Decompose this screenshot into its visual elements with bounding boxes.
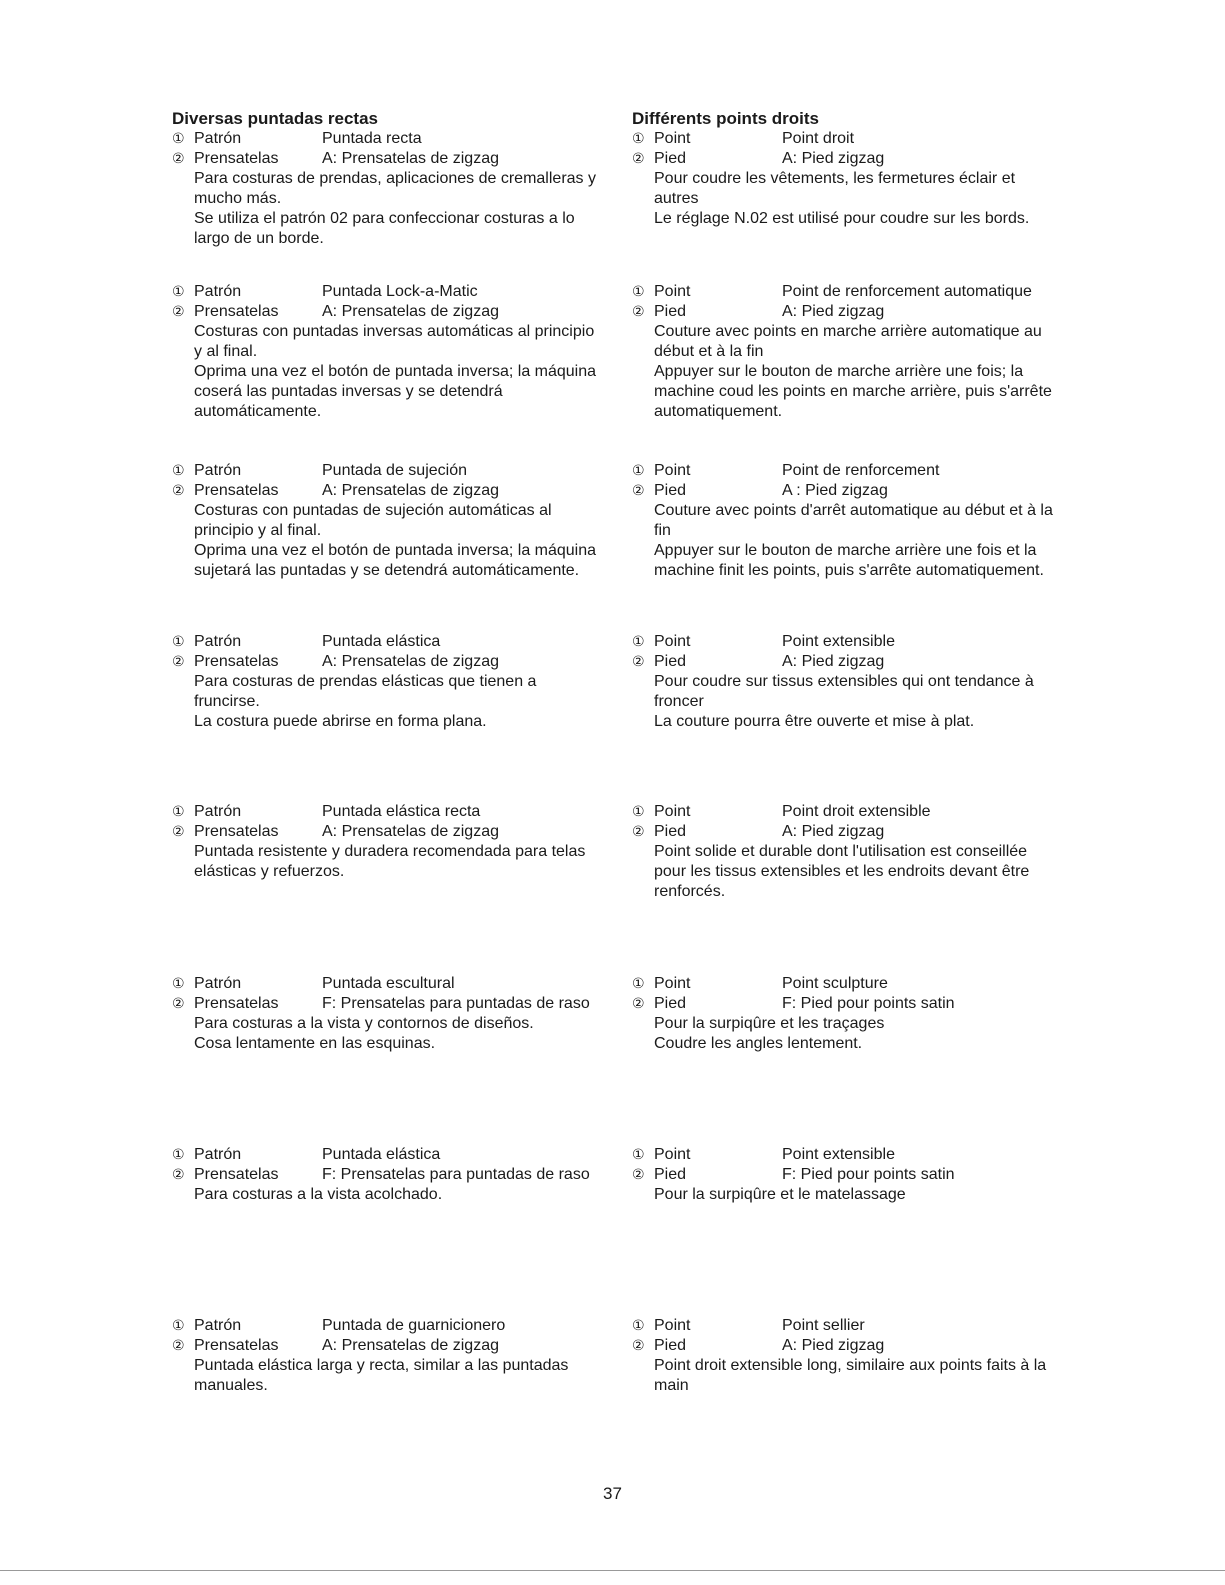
description-line: automáticamente. <box>194 403 322 420</box>
stitch-description <box>172 501 612 581</box>
stitch-entry <box>172 282 612 422</box>
stitch-entry <box>632 1145 1072 1205</box>
presser-foot-row <box>632 994 1072 1014</box>
presser-foot-row <box>172 1165 612 1185</box>
stitch-description <box>172 1185 612 1205</box>
item-label: Patrón <box>194 283 242 300</box>
item-label: Prensatelas <box>194 1337 279 1354</box>
item-number: ② <box>632 654 645 670</box>
description-line: Costuras con puntadas de sujeción automáticas al <box>194 502 552 519</box>
description-line: Para costuras a la vista acolchado. <box>194 1186 443 1203</box>
presser-foot-row <box>172 1336 612 1356</box>
item-value: A: Prensatelas de zigzag <box>322 823 499 840</box>
item-label: Point <box>654 1146 691 1163</box>
stitch-entry <box>172 1316 612 1396</box>
pattern-row <box>632 1316 1072 1336</box>
item-label: Prensatelas <box>194 482 279 499</box>
item-value: A: Prensatelas de zigzag <box>322 303 499 320</box>
item-value: A: Prensatelas de zigzag <box>322 482 499 499</box>
description-line: Se utiliza el patrón 02 para confeccionar costuras a lo <box>194 210 575 227</box>
item-value: Point droit extensible <box>782 803 931 820</box>
item-value: Puntada escultural <box>322 975 455 992</box>
item-label: Prensatelas <box>194 653 279 670</box>
presser-foot-row <box>172 481 612 501</box>
item-value: Puntada Lock-a-Matic <box>322 283 478 300</box>
stitch-description <box>172 842 612 882</box>
pattern-row <box>172 1316 612 1336</box>
description-line: mucho más. <box>194 190 282 207</box>
stitch-entry <box>632 632 1072 732</box>
item-label: Patrón <box>194 1317 242 1334</box>
description-line: froncer <box>654 693 704 710</box>
description-line: Costuras con puntadas inversas automáticas al principio <box>194 323 595 340</box>
presser-foot-row <box>632 822 1072 842</box>
stitch-entry <box>172 632 612 732</box>
item-value: Point extensible <box>782 633 895 650</box>
section-heading: Différents points droits <box>632 109 820 128</box>
item-value: A : Pied zigzag <box>782 482 888 499</box>
description-line: Para costuras de prendas elásticas que tienen a <box>194 673 537 690</box>
description-line: y al final. <box>194 343 258 360</box>
description-line: Le réglage N.02 est utilisé pour coudre sur les bords. <box>654 210 1030 227</box>
item-number: ① <box>632 131 645 147</box>
description-line: Puntada resistente y duradera recomendada para telas <box>194 843 586 860</box>
item-number: ② <box>632 996 645 1012</box>
description-line: autres <box>654 190 699 207</box>
item-number: ② <box>172 824 185 840</box>
item-value: F: Pied pour points satin <box>782 995 955 1012</box>
description-line: début et à la fin <box>654 343 764 360</box>
description-line: Para costuras a la vista y contornos de diseños. <box>194 1015 534 1032</box>
item-label: Pied <box>654 1166 687 1183</box>
item-label: Point <box>654 803 691 820</box>
description-line: Pour la surpiqûre et les traçages <box>654 1015 885 1032</box>
item-number: ② <box>632 1167 645 1183</box>
description-line: La couture pourra être ouverte et mise à plat. <box>654 713 975 730</box>
stitch-description <box>632 169 1072 229</box>
stitch-description <box>172 169 612 249</box>
presser-foot-row <box>172 994 612 1014</box>
item-value: A: Prensatelas de zigzag <box>322 653 499 670</box>
item-value: Puntada elástica <box>322 633 441 650</box>
item-value: Puntada de guarnicionero <box>322 1317 506 1334</box>
stitch-description <box>632 1356 1072 1396</box>
description-line: Point solide et durable dont l'utilisation est conseillée <box>654 843 1028 860</box>
presser-foot-row <box>632 481 1072 501</box>
item-number: ② <box>632 824 645 840</box>
item-number: ① <box>172 1147 185 1163</box>
item-value: A: Pied zigzag <box>782 823 885 840</box>
item-label: Point <box>654 130 691 147</box>
stitch-description <box>172 1014 612 1054</box>
description-line: manuales. <box>194 1377 268 1394</box>
item-value: Point de renforcement automatique <box>782 283 1032 300</box>
stitch-entry <box>172 1145 612 1205</box>
presser-foot-row <box>172 652 612 672</box>
item-number: ① <box>172 1318 185 1334</box>
item-label: Point <box>654 633 691 650</box>
item-value: Puntada elástica recta <box>322 803 481 820</box>
description-line: automatiquement. <box>654 403 783 420</box>
item-label: Patrón <box>194 462 242 479</box>
presser-foot-row <box>172 149 612 169</box>
description-line: principio y al final. <box>194 522 322 539</box>
stitch-description <box>632 501 1072 581</box>
item-number: ① <box>632 284 645 300</box>
item-value: A: Pied zigzag <box>782 150 885 167</box>
page-number: 37 <box>603 1484 622 1503</box>
item-label: Pied <box>654 653 687 670</box>
item-label: Point <box>654 1317 691 1334</box>
pattern-row <box>632 974 1072 994</box>
item-number: ① <box>172 976 185 992</box>
stitch-entry <box>632 461 1072 581</box>
stitch-description <box>632 1185 1072 1205</box>
description-line: Pour coudre sur tissus extensibles qui ont tendance à <box>654 673 1034 690</box>
item-label: Pied <box>654 1337 687 1354</box>
item-value: F: Pied pour points satin <box>782 1166 955 1183</box>
item-number: ② <box>172 1167 185 1183</box>
description-line: Coudre les angles lentement. <box>654 1035 863 1052</box>
item-value: Point de renforcement <box>782 462 940 479</box>
description-line: La costura puede abrirse en forma plana. <box>194 713 487 730</box>
item-label: Pied <box>654 303 687 320</box>
stitch-description <box>632 672 1072 732</box>
item-number: ② <box>172 483 185 499</box>
item-value: A: Prensatelas de zigzag <box>322 150 499 167</box>
item-label: Point <box>654 975 691 992</box>
item-value: Point droit <box>782 130 855 147</box>
description-line: renforcés. <box>654 883 726 900</box>
item-label: Prensatelas <box>194 995 279 1012</box>
description-line: Oprima una vez el botón de puntada inversa; la máquina <box>194 542 597 559</box>
description-line: fin <box>654 522 671 539</box>
description-line: Cosa lentamente en las esquinas. <box>194 1035 436 1052</box>
description-line: Couture avec points en marche arrière automatique au <box>654 323 1042 340</box>
item-value: A: Prensatelas de zigzag <box>322 1337 499 1354</box>
section-heading: Diversas puntadas rectas <box>172 109 378 128</box>
presser-foot-row <box>172 302 612 322</box>
presser-foot-row <box>632 302 1072 322</box>
item-number: ② <box>632 483 645 499</box>
item-number: ② <box>172 996 185 1012</box>
presser-foot-row <box>172 822 612 842</box>
item-number: ① <box>172 634 185 650</box>
pattern-row <box>172 632 612 652</box>
item-label: Pied <box>654 823 687 840</box>
description-line: Point droit extensible long, similaire aux points faits à la <box>654 1357 1047 1374</box>
item-label: Patrón <box>194 803 242 820</box>
stitch-entry <box>632 802 1072 902</box>
item-value: Point extensible <box>782 1146 895 1163</box>
pattern-row <box>172 461 612 481</box>
description-line: Puntada elástica larga y recta, similar a las puntadas <box>194 1357 569 1374</box>
description-line: pour les tissus extensibles et les endroits devant être <box>654 863 1030 880</box>
item-number: ① <box>172 284 185 300</box>
stitch-description <box>632 1014 1072 1054</box>
pattern-row <box>172 802 612 822</box>
stitch-entry <box>632 282 1072 422</box>
pattern-row <box>172 282 612 302</box>
description-line: Pour la surpiqûre et le matelassage <box>654 1186 906 1203</box>
description-line: Para costuras de prendas, aplicaciones de cremalleras y <box>194 170 596 187</box>
item-number: ① <box>632 976 645 992</box>
pattern-row <box>172 974 612 994</box>
stitch-entry <box>172 802 612 882</box>
item-value: Point sculpture <box>782 975 888 992</box>
pattern-row <box>172 1145 612 1165</box>
description-line: machine coud les points en marche arrière, puis s'arrête <box>654 383 1052 400</box>
stitch-description <box>632 842 1072 902</box>
description-line: Appuyer sur le bouton de marche arrière une fois; la <box>654 363 1024 380</box>
item-label: Pied <box>654 995 687 1012</box>
item-value: Puntada recta <box>322 130 422 147</box>
item-label: Pied <box>654 150 687 167</box>
presser-foot-row <box>632 149 1072 169</box>
item-number: ① <box>172 131 185 147</box>
pattern-row <box>172 129 612 149</box>
item-number: ② <box>632 304 645 320</box>
item-label: Pied <box>654 482 687 499</box>
item-label: Patrón <box>194 975 242 992</box>
description-line: Couture avec points d'arrêt automatique au début et à la <box>654 502 1053 519</box>
description-line: main <box>654 1377 689 1394</box>
description-line: machine finit les points, puis s'arrête automatiquement. <box>654 562 1044 579</box>
presser-foot-row <box>632 1336 1072 1356</box>
item-value: F: Prensatelas para puntadas de raso <box>322 1166 590 1183</box>
stitch-entry <box>632 974 1072 1054</box>
item-value: A: Pied zigzag <box>782 653 885 670</box>
description-line: Oprima una vez el botón de puntada inversa; la máquina <box>194 363 597 380</box>
item-number: ② <box>172 151 185 167</box>
item-label: Prensatelas <box>194 823 279 840</box>
item-number: ① <box>632 463 645 479</box>
presser-foot-row <box>632 1165 1072 1185</box>
description-line: elásticas y refuerzos. <box>194 863 345 880</box>
item-number: ① <box>172 463 185 479</box>
stitch-entry <box>172 974 612 1054</box>
description-line: Pour coudre les vêtements, les fermetures éclair et <box>654 170 1016 187</box>
pattern-row <box>632 282 1072 302</box>
item-number: ② <box>632 1338 645 1354</box>
item-number: ① <box>632 1147 645 1163</box>
item-number: ① <box>632 1318 645 1334</box>
pattern-row <box>632 129 1072 149</box>
pattern-row <box>632 1145 1072 1165</box>
stitch-description <box>172 1356 612 1396</box>
page-bottom-rule <box>0 1570 1225 1571</box>
item-number: ② <box>172 304 185 320</box>
item-value: A: Pied zigzag <box>782 303 885 320</box>
item-label: Patrón <box>194 1146 242 1163</box>
stitch-entry <box>172 129 612 249</box>
item-label: Point <box>654 462 691 479</box>
description-line: largo de un borde. <box>194 230 324 247</box>
item-number: ① <box>172 804 185 820</box>
pattern-row <box>632 802 1072 822</box>
description-line: coserá las puntadas inversas y se detendrá <box>194 383 503 400</box>
description-line: sujetará las puntadas y se detendrá automáticamente. <box>194 562 580 579</box>
item-value: Puntada elástica <box>322 1146 441 1163</box>
item-value: F: Prensatelas para puntadas de raso <box>322 995 590 1012</box>
stitch-entry <box>632 1316 1072 1396</box>
stitch-entry <box>172 461 612 581</box>
presser-foot-row <box>632 652 1072 672</box>
item-value: A: Pied zigzag <box>782 1337 885 1354</box>
stitch-description <box>632 322 1072 422</box>
item-label: Patrón <box>194 130 242 147</box>
item-label: Prensatelas <box>194 150 279 167</box>
item-label: Prensatelas <box>194 1166 279 1183</box>
pattern-row <box>632 461 1072 481</box>
item-number: ② <box>632 151 645 167</box>
item-number: ① <box>632 634 645 650</box>
item-label: Point <box>654 283 691 300</box>
stitch-description <box>172 672 612 732</box>
description-line: Appuyer sur le bouton de marche arrière une fois et la <box>654 542 1037 559</box>
item-label: Patrón <box>194 633 242 650</box>
item-value: Puntada de sujeción <box>322 462 467 479</box>
item-number: ② <box>172 654 185 670</box>
item-number: ① <box>632 804 645 820</box>
item-label: Prensatelas <box>194 303 279 320</box>
stitch-description <box>172 322 612 422</box>
pattern-row <box>632 632 1072 652</box>
description-line: fruncirse. <box>194 693 260 710</box>
item-value: Point sellier <box>782 1317 865 1334</box>
stitch-entry <box>632 129 1072 229</box>
item-number: ② <box>172 1338 185 1354</box>
